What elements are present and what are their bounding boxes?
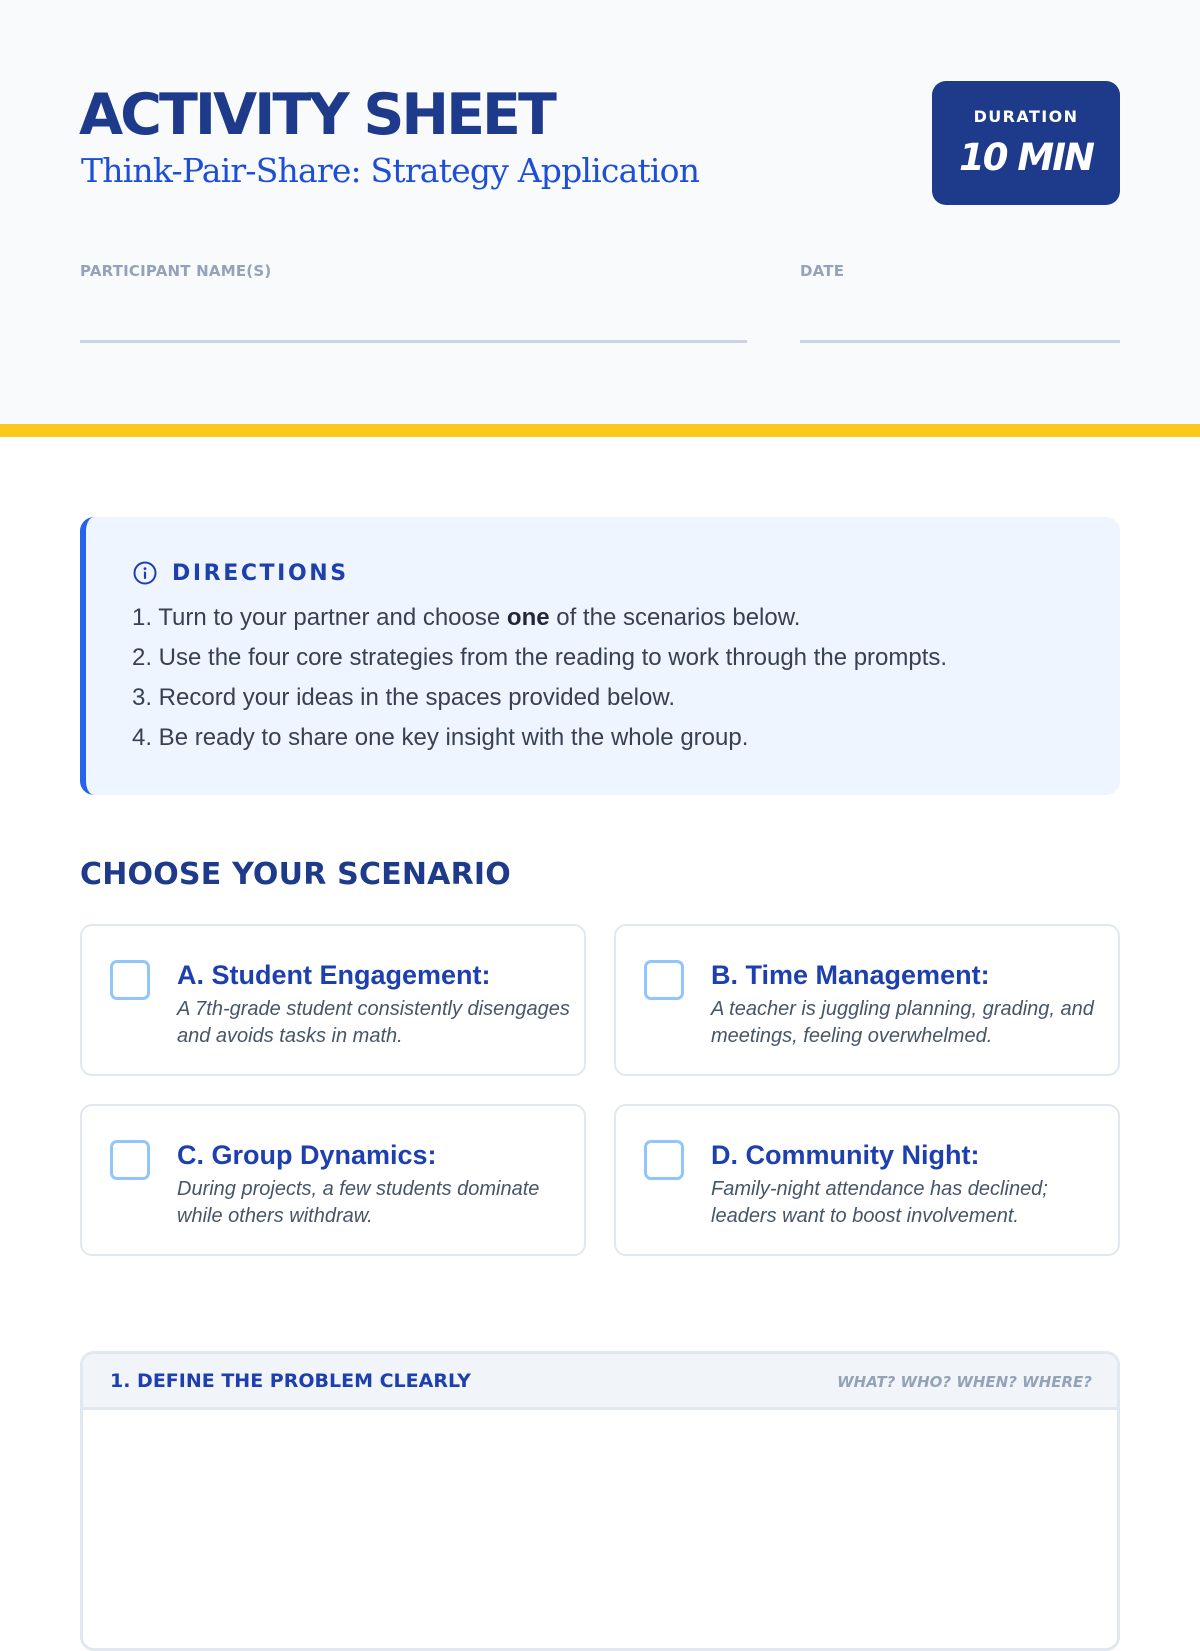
directions-item: 3. Record your ideas in the spaces provided below. (132, 684, 675, 711)
scenario-c-title: C. Group Dynamics: (177, 1140, 437, 1170)
worksheet-header (0, 0, 1200, 424)
scenario-a-checkbox[interactable] (110, 960, 150, 1000)
directions-list (132, 598, 947, 758)
participant-name-label: PARTICIPANT NAME(S) (80, 262, 272, 280)
prompt-header (83, 1354, 1117, 1410)
scenario-b-description: A teacher is juggling planning, grading, and meetings, feeling overwhelmed. (711, 998, 1094, 1047)
duration-value: 10 MIN (959, 136, 1093, 179)
prompt-title: 1. DEFINE THE PROBLEM CLEARLY (110, 1370, 471, 1392)
header-accent-bar (0, 424, 1200, 437)
page-title: ACTIVITY SHEET (79, 82, 554, 148)
scenario-d-description: Family-night attendance has declined; leaders want to boost involvement. (711, 1178, 1048, 1227)
duration-label: DURATION (973, 107, 1079, 126)
date-label: DATE (800, 262, 845, 280)
scenario-c-description: During projects, a few students dominate while others withdraw. (177, 1178, 540, 1227)
scenario-b-title: B. Time Management: (711, 960, 990, 990)
scenario-b-checkbox[interactable] (644, 960, 684, 1000)
scenario-card-d[interactable] (614, 1104, 1120, 1256)
scenario-section-title: CHOOSE YOUR SCENARIO (80, 857, 511, 892)
prompt-response-area[interactable] (83, 1413, 1117, 1648)
prompt-card-define-problem (80, 1351, 1120, 1651)
date-field[interactable] (800, 340, 1120, 343)
duration-badge (932, 81, 1120, 205)
scenario-card-b[interactable] (614, 924, 1120, 1076)
prompt-hint: WHAT? WHO? WHEN? WHERE? (837, 1373, 1092, 1391)
directions-panel (80, 517, 1120, 795)
directions-item: 1. Turn to your partner and choose one of the scenarios below. (132, 604, 801, 631)
scenario-a-title: A. Student Engagement: (177, 960, 491, 990)
directions-title: DIRECTIONS (172, 560, 349, 586)
page-subtitle: Think-Pair-Share: Strategy Application (81, 151, 700, 190)
directions-item: 2. Use the four core strategies from the reading to work through the prompts. (132, 644, 948, 671)
scenario-c-checkbox[interactable] (110, 1140, 150, 1180)
directions-heading (132, 560, 349, 586)
scenario-card-a[interactable] (80, 924, 586, 1076)
scenario-card-c[interactable] (80, 1104, 586, 1256)
directions-item: 4. Be ready to share one key insight with the whole group. (132, 724, 749, 751)
scenario-a-description: A 7th-grade student consistently disengages and avoids tasks in math. (177, 998, 570, 1047)
scenario-d-checkbox[interactable] (644, 1140, 684, 1180)
scenario-d-title: D. Community Night: (711, 1140, 980, 1170)
participant-name-field[interactable] (80, 340, 747, 343)
info-icon (132, 560, 158, 586)
